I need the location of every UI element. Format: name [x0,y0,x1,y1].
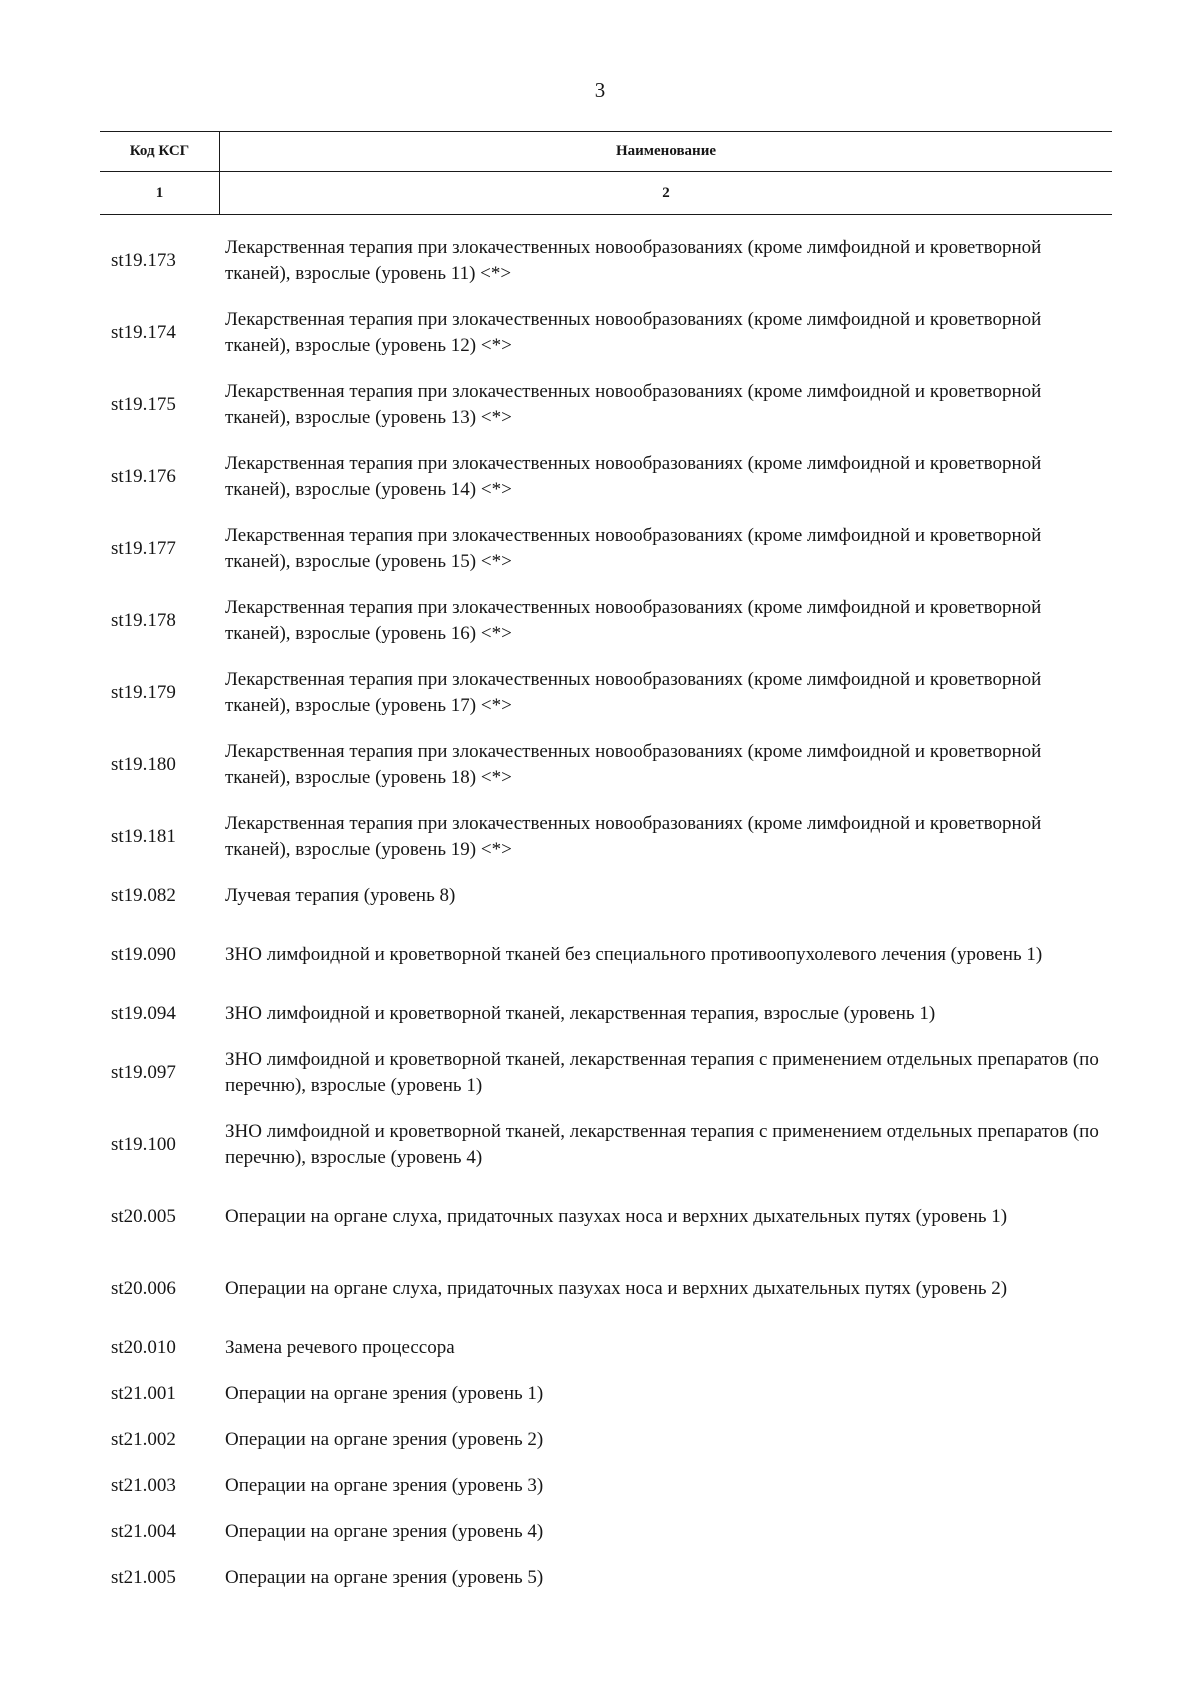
table-row [100,513,1112,585]
table-row [100,1555,1112,1601]
table-row [100,1325,1112,1371]
table-row [100,225,1112,297]
row-code: st19.178 [111,610,176,631]
row-code: st19.097 [111,1062,176,1083]
table-row [100,1371,1112,1417]
row-name: Операции на органе зрения (уровень 1) [225,1383,544,1404]
table-row [100,369,1112,441]
row-name: Лекарственная терапия при злокачественных новообразованиях (кроме лимфоидной и кроветворной тканей), взрослые (уровень 13) <*> [225,381,1042,428]
column-number-name: 2 [662,184,670,201]
row-code: st19.090 [111,944,176,965]
row-name: Операции на органе зрения (уровень 5) [225,1567,544,1588]
row-code: st19.179 [111,682,176,703]
row-code: st19.181 [111,826,176,847]
table-row [100,585,1112,657]
row-code: st21.005 [111,1567,176,1588]
table-row [100,1037,1112,1109]
row-code: st19.177 [111,538,176,559]
table-row [100,1253,1112,1325]
row-code: st20.010 [111,1337,176,1358]
row-name: Лекарственная терапия при злокачественных новообразованиях (кроме лимфоидной и кроветворной тканей), взрослые (уровень 12) <*> [225,309,1042,356]
row-code: st20.006 [111,1278,176,1299]
row-code: st19.094 [111,1003,176,1024]
row-name: Замена речевого процессора [225,1337,455,1358]
table-row [100,1109,1112,1181]
table-row [100,1417,1112,1463]
row-name: ЗНО лимфоидной и кроветворной тканей, лекарственная терапия с применением отдельных препаратов (по перечню), взрослые (уровень 4) [225,1121,1099,1168]
row-name: Лекарственная терапия при злокачественных новообразованиях (кроме лимфоидной и кроветворной тканей), взрослые (уровень 18) <*> [225,741,1042,788]
table-row [100,297,1112,369]
row-name: Операции на органе слуха, придаточных пазухах носа и верхних дыхательных путях (уровень 1) [225,1206,1008,1227]
table-row [100,991,1112,1037]
row-code: st19.082 [111,885,176,906]
row-name: Операции на органе зрения (уровень 4) [225,1521,544,1542]
table-body [100,225,1112,1601]
table-row [100,1463,1112,1509]
header-code: Код КСГ [100,132,220,171]
row-name: ЗНО лимфоидной и кроветворной тканей, лекарственная терапия, взрослые (уровень 1) [225,1003,936,1024]
row-code: st20.005 [111,1206,176,1227]
row-name: Лекарственная терапия при злокачественных новообразованиях (кроме лимфоидной и кроветворной тканей), взрослые (уровень 15) <*> [225,525,1042,572]
table-row [100,1181,1112,1253]
row-code: st19.174 [111,322,176,343]
table-row [100,441,1112,513]
row-code: st19.100 [111,1134,176,1155]
row-name: Лекарственная терапия при злокачественных новообразованиях (кроме лимфоидной и кроветворной тканей), взрослые (уровень 14) <*> [225,453,1042,500]
table-row [100,1509,1112,1555]
table-row [100,801,1112,873]
row-code: st21.001 [111,1383,176,1404]
row-code: st21.002 [111,1429,176,1450]
row-name: Лекарственная терапия при злокачественных новообразованиях (кроме лимфоидной и кроветворной тканей), взрослые (уровень 19) <*> [225,813,1042,860]
column-number-code: 1 [100,172,220,214]
column-number-row [100,172,1112,215]
row-name: Лучевая терапия (уровень 8) [225,885,456,906]
row-name: Операции на органе зрения (уровень 2) [225,1429,544,1450]
row-code: st19.175 [111,394,176,415]
table-row [100,919,1112,991]
table-row [100,657,1112,729]
row-name: ЗНО лимфоидной и кроветворной тканей без специального противоопухолевого лечения (уровень 1) [225,944,1043,965]
page-number: 3 [594,78,606,102]
row-name: Операции на органе слуха, придаточных пазухах носа и верхних дыхательных путях (уровень 2) [225,1278,1008,1299]
row-code: st19.176 [111,466,176,487]
row-code: st19.173 [111,250,176,271]
row-code: st21.004 [111,1521,176,1542]
row-code: st21.003 [111,1475,176,1496]
row-name: Лекарственная терапия при злокачественных новообразованиях (кроме лимфоидной и кроветворной тканей), взрослые (уровень 16) <*> [225,597,1042,644]
row-name: Лекарственная терапия при злокачественных новообразованиях (кроме лимфоидной и кроветворной тканей), взрослые (уровень 17) <*> [225,669,1042,716]
ksg-table [100,131,1112,1601]
table-row [100,729,1112,801]
row-name: Операции на органе зрения (уровень 3) [225,1475,544,1496]
table-header-row [100,131,1112,172]
header-name: Наименование [616,143,716,159]
row-name: ЗНО лимфоидной и кроветворной тканей, лекарственная терапия с применением отдельных препаратов (по перечню), взрослые (уровень 1) [225,1049,1099,1096]
row-name: Лекарственная терапия при злокачественных новообразованиях (кроме лимфоидной и кроветворной тканей), взрослые (уровень 11) <*> [225,237,1042,284]
table-row [100,873,1112,919]
row-code: st19.180 [111,754,176,775]
